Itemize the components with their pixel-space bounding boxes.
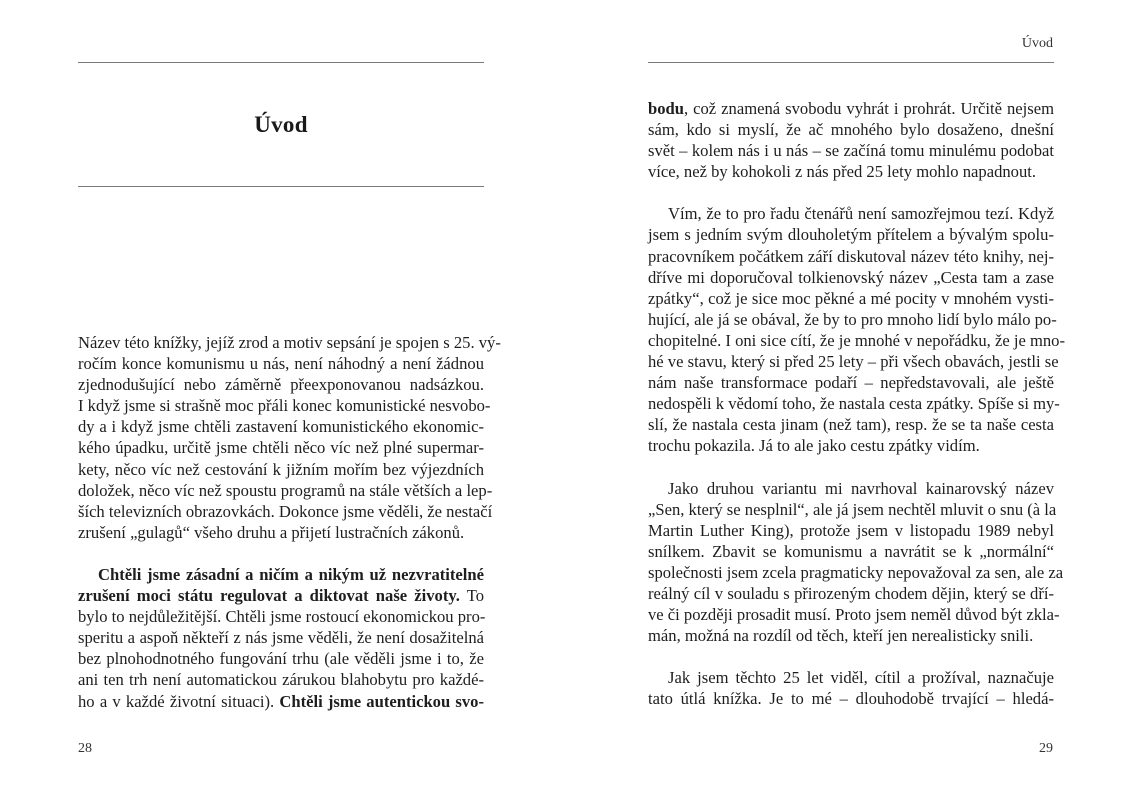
text-line: dříve mi doporučoval tolkienovský název „Cesta tam a zase: [648, 267, 1054, 287]
chapter-bottom-rule: [78, 186, 484, 187]
text-line: kety, něco víc než cestování k jižním mořím bez výjezdních: [78, 459, 484, 479]
text-line: více, než by kohokoli z nás před 25 lety mohlo napadnout.: [648, 162, 1037, 182]
text-line: „Sen, který se nesplnil“, ale já jsem nechtěl mluvit o snu (à la: [648, 499, 1057, 519]
text-line: dy a i když jsme chtěli zastavení komunistického ekonomic-: [78, 417, 484, 437]
paragraph: [648, 203, 1065, 456]
body-text-right: [648, 98, 1065, 709]
text-line: bylo to nejdůležitější. Chtěli jsme rostoucí ekonomickou pro-: [78, 607, 486, 627]
text-line: Vím, že to pro řadu čtenářů není samozřejmou tezí. Když: [668, 204, 1054, 224]
running-head: Úvod: [1021, 36, 1053, 51]
text-line: svět – kolem nás i u nás – se začíná tomu minulému podobat: [648, 141, 1054, 161]
bold-emphasis: bodu: [648, 99, 684, 118]
text-line: ani ten trh není automatickou zárukou blahobytu pro každé-: [78, 670, 484, 690]
text-line: jsem s jedním svým dlouholetým přítelem a bývalým spolu-: [648, 225, 1054, 245]
paragraph: [648, 667, 1054, 709]
text-line: ších televizních obrazovkách. Dokonce jsme věděli, že nestačí: [78, 501, 493, 521]
chapter-title: Úvod: [254, 112, 308, 137]
text-line: chopitelné. I oni sice cítí, že je mnohé v nepořádku, že je mno-: [648, 330, 1065, 350]
left-page: [0, 0, 565, 800]
text-line: Jako druhou variantu mi navrhoval kainarovský název: [668, 478, 1054, 498]
text-line: zrušení „gulagů“ všeho druhu a přijetí lustračních zákonů.: [78, 522, 465, 542]
chapter-top-rule: [78, 62, 484, 63]
text-line: [78, 585, 484, 606]
text-line: Jak jsem těchto 25 let viděl, cítil a prožíval, naznačuje: [668, 668, 1054, 688]
text-line: trochu pokazila. Já to ale jako cestu zpátky vidím.: [648, 436, 980, 456]
text-line: mán, možná na rozdíl od těch, kteří jen nerealisticky snili.: [648, 626, 1034, 646]
body-text-left: [78, 332, 501, 712]
text-line: slí, že nastala cesta jinam (než tam), resp. že se ta naše cesta: [648, 415, 1054, 435]
text-line: zjednodušující nebo záměrně přeexponovanou nadsázkou.: [78, 375, 484, 395]
text-line: [78, 691, 484, 712]
paragraph: [78, 564, 484, 712]
text-line: nedospěli k vědomí toho, že nastala cesta zpátky. Spíše si my-: [648, 394, 1060, 414]
page-number: 29: [1039, 741, 1053, 756]
bold-emphasis: Chtěli jsme zásadní a ničím a nikým už nezvratitelné: [98, 564, 484, 584]
text-line: doložek, něco víc než spoustu programů na stále větších a lep-: [78, 480, 493, 500]
text-run: , což znamená svobodu vyhrát i prohrát. Určitě nejsem: [683, 99, 1054, 118]
text-run: To: [459, 586, 484, 606]
text-line: nám naše transformace podaří – nepředstavovali, ale ještě: [648, 373, 1054, 393]
text-line: Název této knížky, jejíž zrod a motiv sepsání je spojen s 25. vý-: [78, 333, 501, 352]
text-line: speritu a aspoň někteří z nás jsme věděli, že není dosažitelná: [78, 628, 484, 648]
text-run: ho a v každé životní situaci).: [78, 691, 280, 711]
right-page: [566, 0, 1131, 800]
text-line: kého úpadku, určitě jsme chtěli něco víc než plné supermar-: [78, 438, 484, 458]
bold-emphasis: zrušení moci státu regulovat a diktovat naše životy.: [78, 586, 460, 606]
text-line: hující, ale já se obával, že by to pro mnoho lidí bylo málo po-: [648, 309, 1057, 329]
text-line: tato útlá knížka. Je to mé – dlouhodobě trvající – hledá-: [648, 689, 1054, 709]
text-line: I když jsme si strašně moc přáli konec komunistické nesvobo-: [78, 396, 491, 416]
page-number: 28: [78, 741, 92, 756]
text-line: ročím konce komunismu u nás, není náhodný a není žádnou: [78, 354, 484, 374]
text-line: ve či později prosadit musí. Proto jsem neměl důvod být zkla-: [648, 605, 1060, 625]
paragraph: [648, 478, 1064, 647]
text-line: sám, kdo si myslí, že ač mnohého bylo dosaženo, dnešní: [648, 120, 1054, 140]
header-rule: [648, 62, 1054, 63]
text-line: zpátky“, což je sice moc pěkné a mé pocity v mnohém vysti-: [648, 288, 1054, 308]
text-line: [648, 98, 1054, 119]
text-line: bez plnohodnotného fungování trhu (ale věděli jsme i to, že: [78, 649, 484, 669]
paragraph: [648, 98, 1054, 182]
text-line: Martin Luther King), protože jsem v listopadu 1989 nebyl: [648, 520, 1054, 540]
bold-emphasis: Chtěli jsme autentickou svo-: [279, 691, 484, 711]
text-line: reálný cíl v souladu s přirozeným chodem dějin, který se dří-: [648, 583, 1054, 603]
text-line: hé ve stavu, který si před 25 lety – při všech obavách, jestli se: [648, 352, 1059, 372]
text-line: [78, 564, 484, 585]
text-line: snílkem. Zbavit se komunismu a navrátit se k „normální“: [648, 541, 1054, 561]
text-line: společnosti jsem zcela pragmaticky nepovažoval za sen, ale za: [648, 562, 1064, 582]
text-line: pracovníkem počátkem září diskutoval název této knihy, nej-: [648, 246, 1054, 266]
paragraph: [78, 332, 501, 543]
